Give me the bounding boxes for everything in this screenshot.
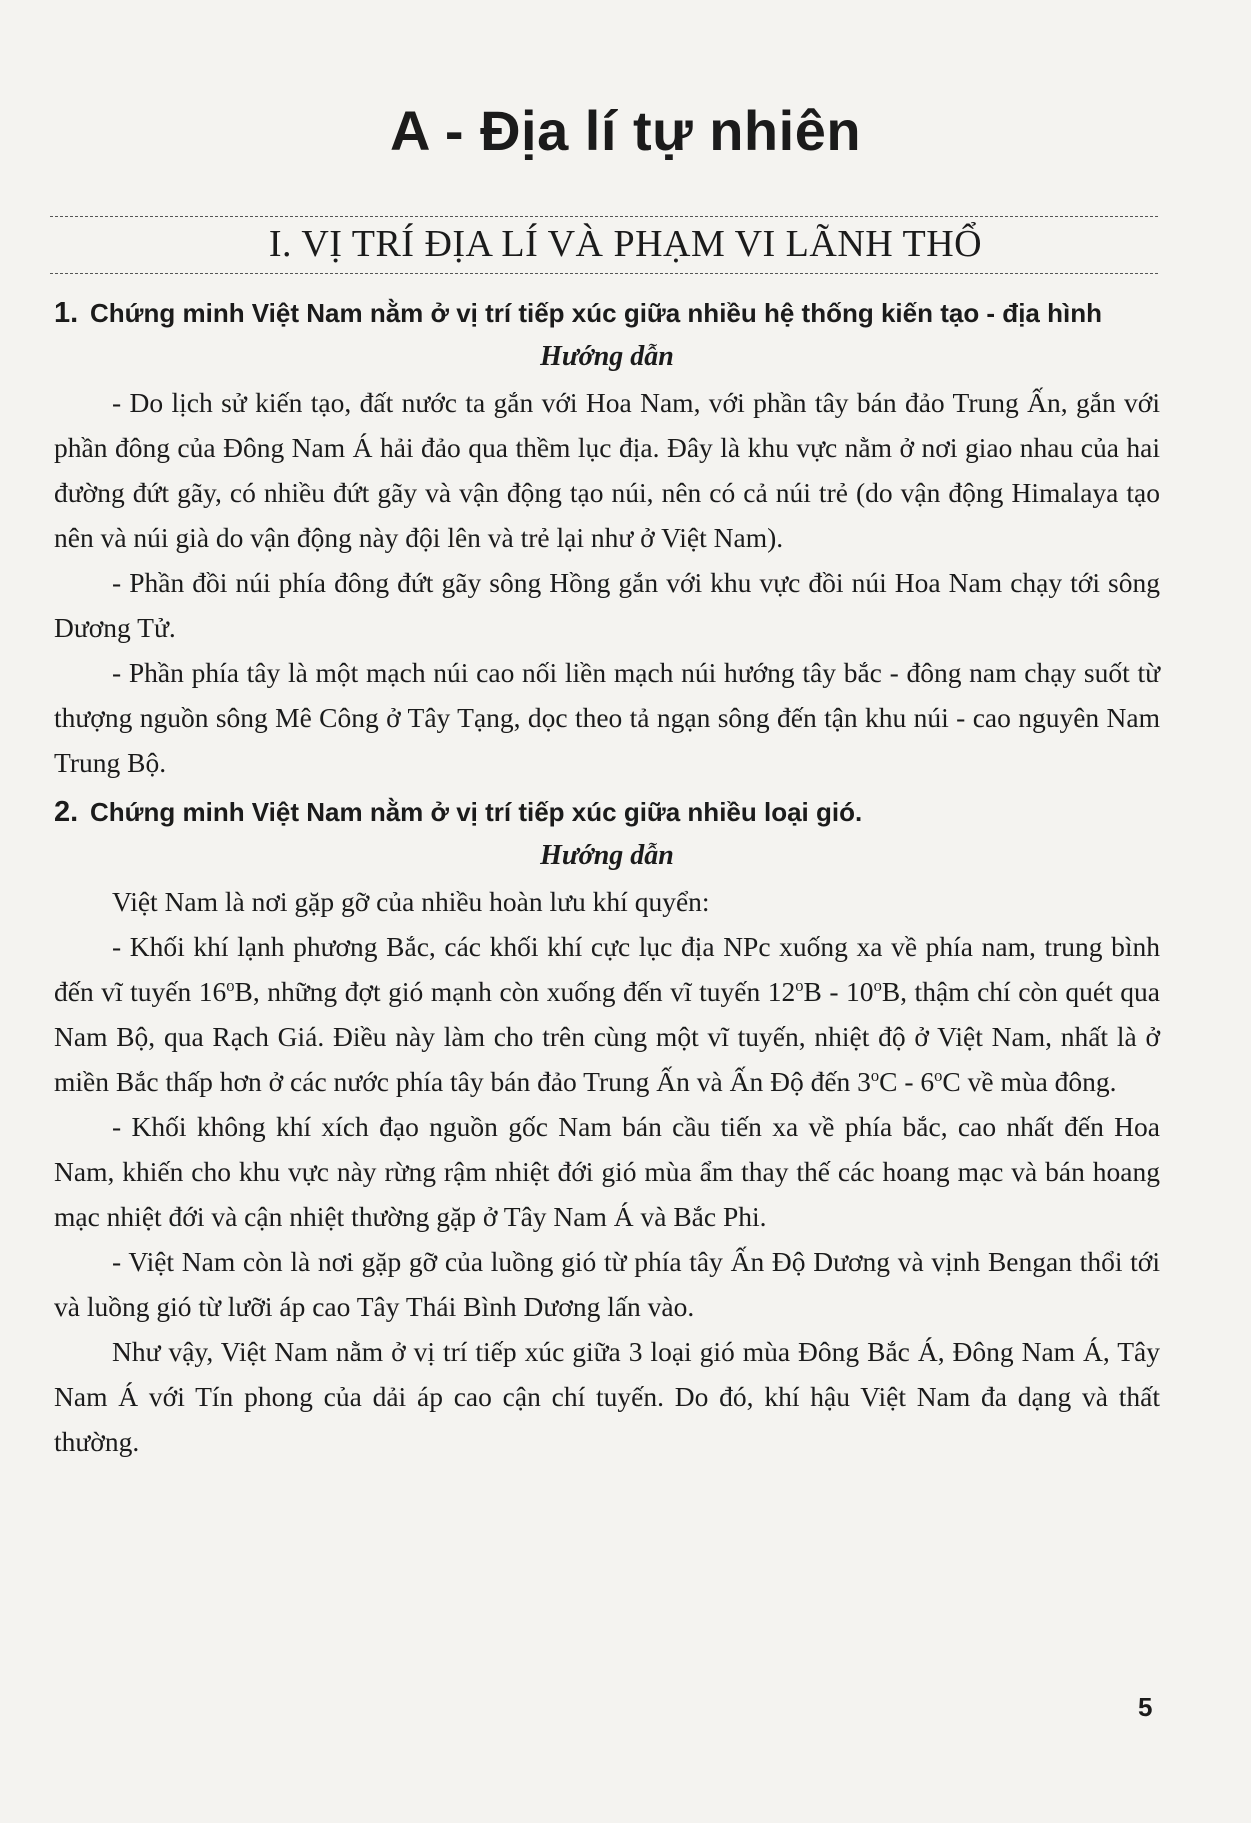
question-2-guide-label: Hướng dẫn [540,840,674,871]
q2-paragraph-cold-air: - Khối khí lạnh phương Bắc, các khối khí cực lục địa NPc xuống xa về phía nam, trung bình đến vĩ tuyến 16$^o$B, những đợt gió mạnh còn xuống đến vĩ tuyến 12$^o$B - 10$^o$B, thậm chí còn quét qua Nam Bộ, qua Rạch Giá. Điều này làm cho trên cùng một vĩ tuyến, nhiệt độ ở Việt Nam, nhất là ở miền Bắc thấp hơn ở các nước phía tây bán đảo Trung Ấn và Ấn Độ đến 3$^o$C - 6$^o$C về mùa đông. [54,931,1161,1097]
chapter-title: A - Địa lí tự nhiên [389,99,862,162]
q2-conclusion: Như vậy, Việt Nam nằm ở vị trí tiếp xúc giữa 3 loại gió mùa Đông Bắc Á, Đông Nam Á, Tây Nam Á với Tín phong của dải áp cao cận chí tuyến. Do đó, khí hậu Việt Nam đa dạng và thất thường. [54,1336,1160,1457]
question-1-text: Chứng minh Việt Nam nằm ở vị trí tiếp xúc giữa nhiều hệ thống kiến tạo - địa hình [90,298,1102,328]
question-1-guide-label: Hướng dẫn [540,341,674,372]
question-2-number: 2. [54,796,79,828]
q1-paragraph: - Do lịch sử kiến tạo, đất nước ta gắn với Hoa Nam, với phần tây bán đảo Trung Ấn, gắn với phần đông của Đông Nam Á hải đảo qua thềm lục địa. Đây là khu vực nằm ở nơi giao nhau của hai đường đứt gãy, có nhiều đứt gãy và vận động tạo núi, nên có cả núi trẻ (do vận động Himalaya tạo nên và núi già do vận động này đội lên và trẻ lại như ở Việt Nam). [54,387,1160,553]
question-1-number: 1. [54,297,79,329]
question-2-text: Chứng minh Việt Nam nằm ở vị trí tiếp xúc giữa nhiều loại gió. [90,797,863,827]
bottom-divider [50,273,1158,274]
q2-paragraph-equatorial-air: - Khối không khí xích đạo nguồn gốc Nam bán cầu tiến xa về phía bắc, cao nhất đến Hoa Nam, khiến cho khu vực này rừng rậm nhiệt đới gió mùa ẩm thay thế các hoang mạc và bán hoang mạc nhiệt đới và cận nhiệt thường gặp ở Tây Nam Á và Bắc Phi. [54,1111,1160,1232]
question-1 [54,292,1160,334]
question-2 [54,791,1160,833]
page-content [54,292,1160,1464]
q2-paragraph-west-wind: - Việt Nam còn là nơi gặp gỡ của luồng gió từ phía tây Ấn Độ Dương và vịnh Bengan thổi tới và luồng gió từ lưỡi áp cao Tây Thái Bình Dương lấn vào. [54,1246,1160,1322]
q1-paragraph: - Phần đồi núi phía đông đứt gãy sông Hồng gắn với khu vực đồi núi Hoa Nam chạy tới sông Dương Tử. [54,567,1160,643]
q2-intro: Việt Nam là nơi gặp gỡ của nhiều hoàn lưu khí quyển: [112,886,710,917]
section-title: I. VỊ TRÍ ĐỊA LÍ VÀ PHẠM VI LÃNH THỔ [268,223,983,265]
q1-paragraph: - Phần phía tây là một mạch núi cao nối liền mạch núi hướng tây bắc - đông nam chạy suốt từ thượng nguồn sông Mê Công ở Tây Tạng, dọc theo tả ngạn sông đến tận khu núi - cao nguyên Nam Trung Bộ. [54,657,1160,778]
top-divider [50,216,1158,217]
page-number: 5 [1138,1692,1153,1722]
